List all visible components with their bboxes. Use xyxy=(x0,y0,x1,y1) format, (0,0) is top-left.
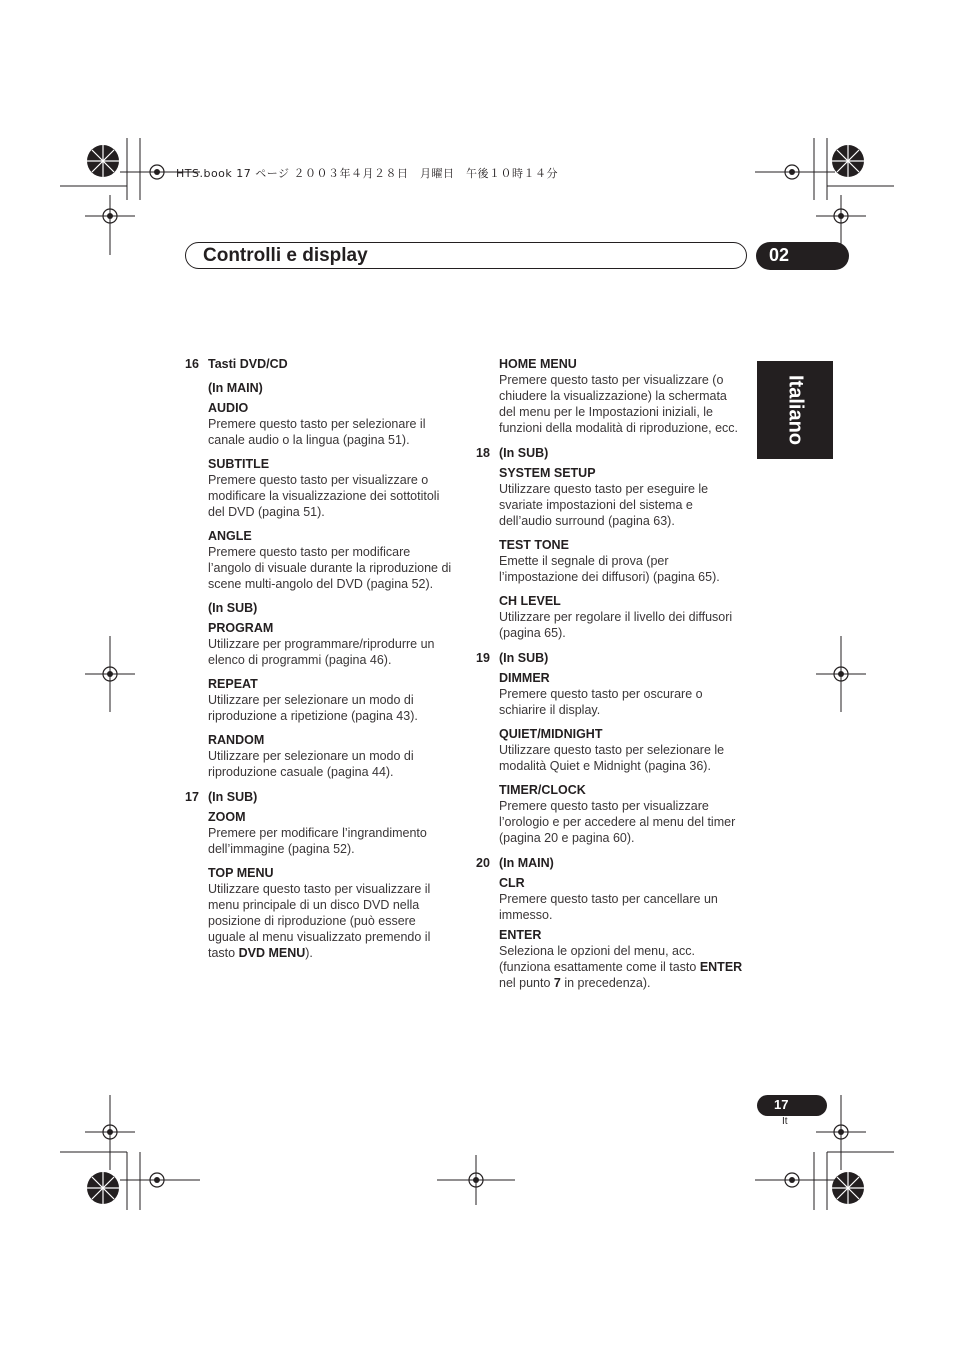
language-tab-label: Italiano xyxy=(784,374,807,446)
group-heading: (In SUB) xyxy=(499,446,549,460)
desc-text: in precedenza). xyxy=(560,976,651,990)
item-random xyxy=(208,732,455,780)
page-number: 17 xyxy=(774,1097,789,1112)
group-heading: Tasti DVD/CD xyxy=(208,357,288,371)
item-angle xyxy=(208,528,455,592)
item-description: Utilizzare per selezionare un modo di riproduzione a ripetizione (pagina 43). xyxy=(208,693,418,723)
mode-label: (In SUB) xyxy=(208,601,258,615)
item-audio xyxy=(208,400,455,448)
item-title: PROGRAM xyxy=(208,621,274,635)
item-description: Premere questo tasto per visualizzare o modificare la visualizzazione dei sottotitoli del DVD (pagina 51). xyxy=(208,473,440,519)
item-title: ENTER xyxy=(499,928,542,942)
item-timer-clock xyxy=(499,782,744,846)
item-system-setup xyxy=(499,465,744,529)
page-number-badge xyxy=(757,1095,827,1116)
desc-text: nel punto xyxy=(499,976,554,990)
item-title: QUIET/MIDNIGHT xyxy=(499,727,603,741)
group-number: 18 xyxy=(476,446,490,460)
item-description: Utilizzare per programmare/riprodurre un elenco di programmi (pagina 46). xyxy=(208,637,435,667)
item-home-menu xyxy=(499,356,744,436)
group-17-continued xyxy=(476,356,744,436)
item-program xyxy=(208,620,455,668)
item-title: CH LEVEL xyxy=(499,594,561,608)
left-column xyxy=(185,356,455,970)
group-heading: (In SUB) xyxy=(499,651,549,665)
item-dimmer xyxy=(499,670,744,718)
print-job-stamp: HTS.book 17 ページ ２００３年４月２８日 月曜日 午後１０時１４分 xyxy=(176,167,559,180)
page-language-code: It xyxy=(782,1116,788,1127)
group-number: 19 xyxy=(476,651,490,665)
item-title: SYSTEM SETUP xyxy=(499,466,596,480)
item-zoom xyxy=(208,809,455,857)
item-description: Premere questo tasto per modificare l’angolo di visuale durante la riproduzione di scene multi-angolo del DVD (pagina 52). xyxy=(208,545,452,591)
item-description: Premere questo tasto per visualizzare l’orologio e per accedere al menu del timer (pagina 20 e pagina 60). xyxy=(499,799,736,845)
desc-text: ). xyxy=(305,946,313,960)
group-number: 20 xyxy=(476,856,490,870)
item-title: ANGLE xyxy=(208,529,252,543)
desc-text: Utilizzare questo tasto per visualizzare il menu principale di un disco DVD nella posizione di riproduzione (può essere uguale al menu visualizzato premendo il tasto xyxy=(208,882,431,960)
item-title: REPEAT xyxy=(208,677,258,691)
item-description: Premere questo tasto per oscurare o schiarire il display. xyxy=(499,687,703,717)
desc-text: Seleziona le opzioni del menu, acc. (funziona esattamente come il tasto xyxy=(499,944,700,974)
item-repeat xyxy=(208,676,455,724)
key-name: DVD MENU xyxy=(238,946,306,960)
group-18 xyxy=(476,445,744,641)
item-quiet-midnight xyxy=(499,726,744,774)
item-title: RANDOM xyxy=(208,733,265,747)
language-tab xyxy=(757,361,833,459)
item-description: Premere per modificare l’ingrandimento dell’immagine (pagina 52). xyxy=(208,826,427,856)
item-description: Premere questo tasto per cancellare un immesso. xyxy=(499,892,718,922)
item-description xyxy=(208,881,455,961)
item-title: SUBTITLE xyxy=(208,457,270,471)
item-description: Utilizzare per regolare il livello dei diffusori (pagina 65). xyxy=(499,610,733,640)
group-number: 16 xyxy=(185,357,199,371)
chapter-number: 02 xyxy=(769,245,790,265)
section-title: Controlli e display xyxy=(203,245,368,266)
item-title: TIMER/CLOCK xyxy=(499,783,586,797)
item-description: Utilizzare questo tasto per selezionare le modalità Quiet e Midnight (pagina 36). xyxy=(499,743,725,773)
item-title: ZOOM xyxy=(208,810,246,824)
item-title: DIMMER xyxy=(499,671,550,685)
item-ch-level xyxy=(499,593,744,641)
key-name: ENTER xyxy=(699,960,743,974)
item-enter xyxy=(499,927,744,991)
item-title: TOP MENU xyxy=(208,866,274,880)
step-number: 7 xyxy=(553,976,561,990)
mode-label: (In MAIN) xyxy=(208,381,263,395)
item-title: AUDIO xyxy=(208,401,249,415)
group-17 xyxy=(185,789,455,961)
item-test-tone xyxy=(499,537,744,585)
right-column xyxy=(476,356,744,1000)
item-description xyxy=(499,943,744,991)
item-clr xyxy=(499,875,744,923)
group-20 xyxy=(476,855,744,991)
group-heading: (In SUB) xyxy=(208,790,258,804)
group-16 xyxy=(185,356,455,780)
group-heading: (In MAIN) xyxy=(499,856,554,870)
item-top-menu xyxy=(208,865,455,961)
section-title-bar xyxy=(185,242,747,269)
item-title: CLR xyxy=(499,876,525,890)
item-title: HOME MENU xyxy=(499,357,577,371)
item-description: Utilizzare per selezionare un modo di riproduzione casuale (pagina 44). xyxy=(208,749,414,779)
group-number: 17 xyxy=(185,790,199,804)
chapter-badge xyxy=(756,242,849,270)
group-19 xyxy=(476,650,744,846)
item-description: Utilizzare questo tasto per eseguire le svariate impostazioni del sistema e dell’audio surround (pagina 63). xyxy=(499,482,709,528)
item-description: Premere questo tasto per selezionare il canale audio o la lingua (pagina 51). xyxy=(208,417,426,447)
item-title: TEST TONE xyxy=(499,538,569,552)
item-description: Premere questo tasto per visualizzare (o chiudere la visualizzazione) la schermata del menu per le Impostazioni iniziali, le funzioni della modalità di riproduzione, ecc. xyxy=(499,373,739,435)
item-description: Emette il segnale di prova (per l’impostazione dei diffusori) (pagina 65). xyxy=(499,554,720,584)
item-subtitle xyxy=(208,456,455,520)
